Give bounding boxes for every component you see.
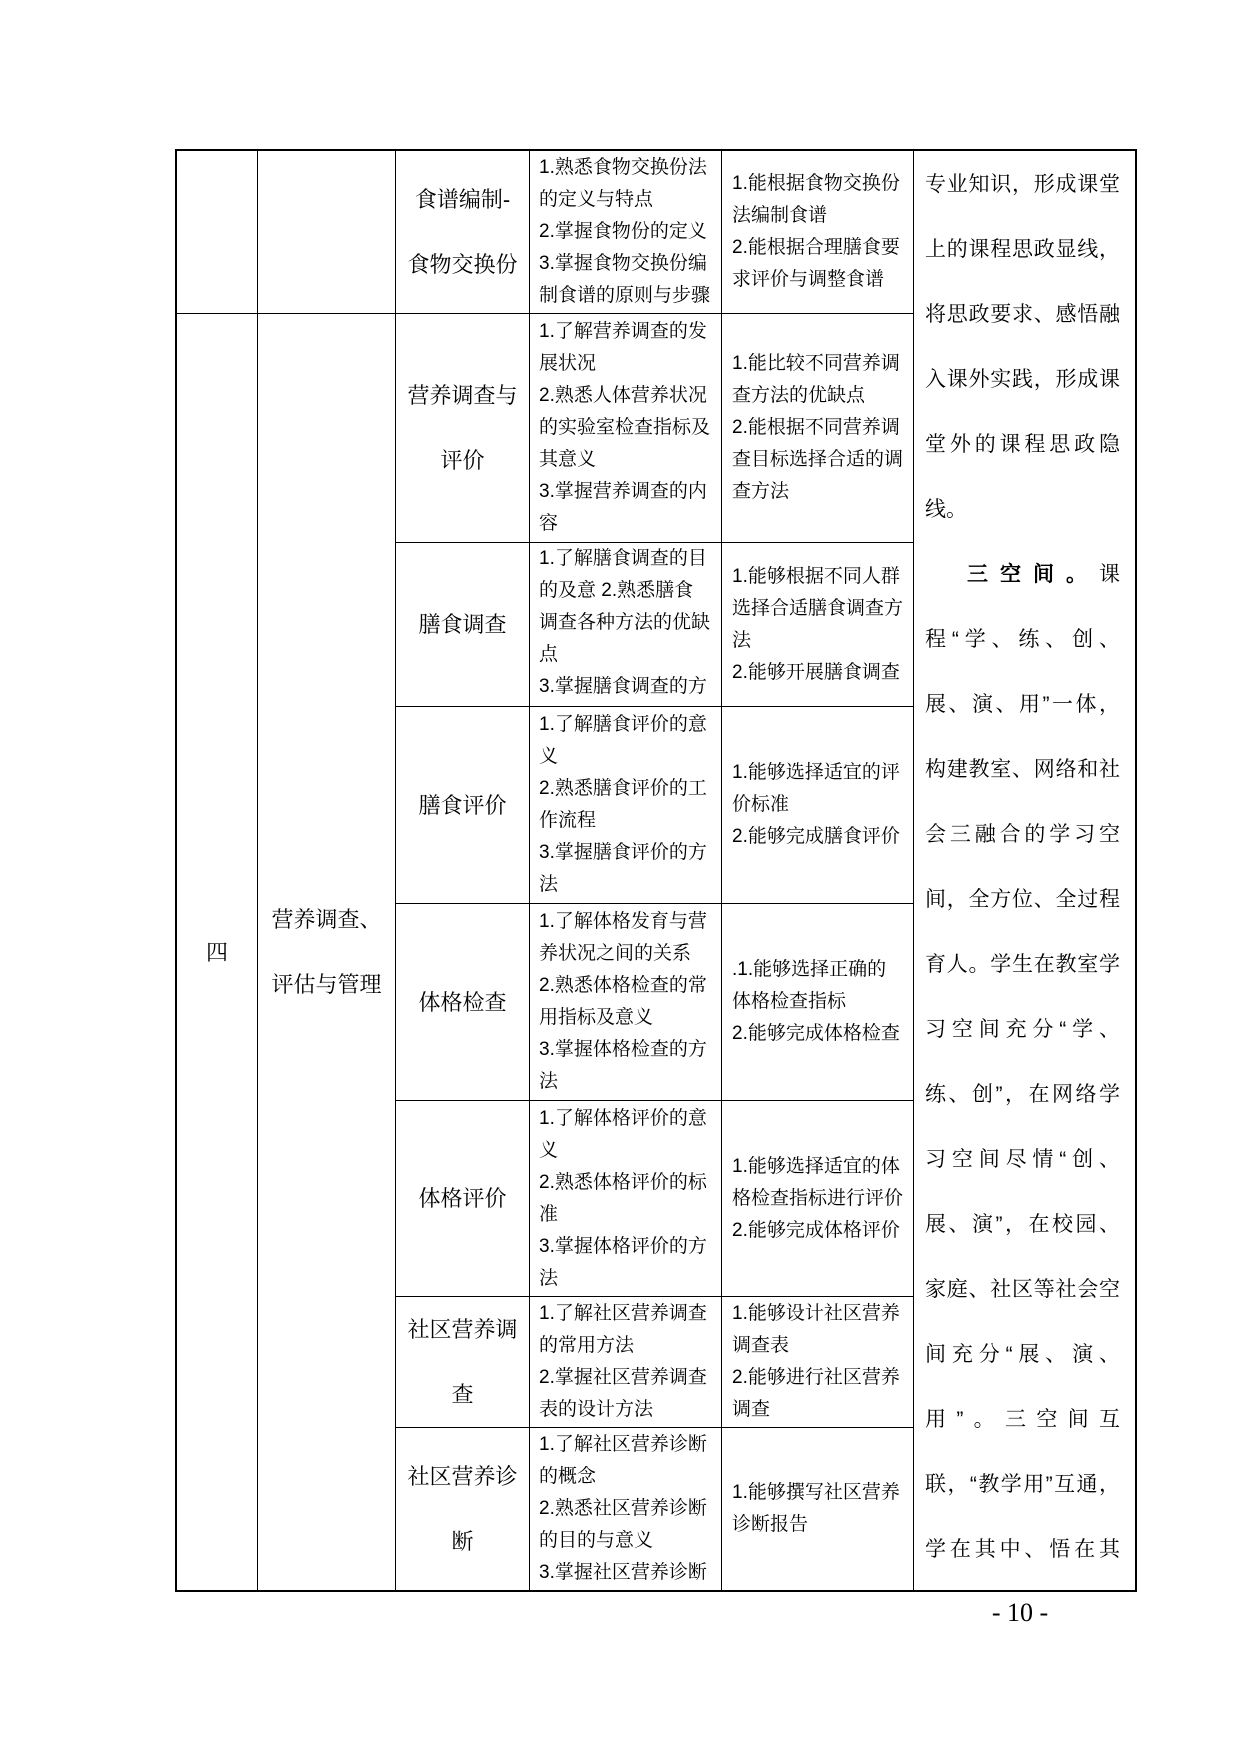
topic-cell xyxy=(396,314,530,543)
topic-line: 社区营养调 xyxy=(407,1317,518,1342)
skill-item: 2.能够完成体格评价 xyxy=(732,1219,900,1241)
skill-item: 2.能够完成膳食评价 xyxy=(732,826,900,847)
topic-cell xyxy=(396,707,530,904)
knowledge-item: 1.了解膳食评价的意义 xyxy=(539,714,707,767)
knowledge-item: 3.掌握体格评价的方法 xyxy=(539,1235,707,1289)
knowledge-cell xyxy=(530,1428,722,1590)
module-cell xyxy=(258,314,396,1590)
ideology-paragraph xyxy=(925,542,1120,1590)
skill-item: 1.能够根据不同人群选择合适膳食调查方法 xyxy=(732,565,904,651)
topic-line: 膳食评价 xyxy=(418,792,507,818)
skill-item: 2.能根据不同营养调查目标选择合适的调查方法 xyxy=(732,417,904,502)
knowledge-item: 2.掌握食物份的定义 xyxy=(539,221,707,242)
module-line: 评估与管理 xyxy=(271,972,382,997)
topic-line: 食物交换份 xyxy=(407,252,518,277)
ideology-cell xyxy=(914,151,1135,1590)
course-content-table xyxy=(175,149,1137,1592)
knowledge-item: 2.熟悉体格检查的常用指标及意义 xyxy=(539,975,707,1028)
module-cell-empty xyxy=(258,151,396,314)
skill-item: 2.能够开展膳食调查 xyxy=(732,661,900,683)
skill-item: .1.能够选择正确的体格检查指标 xyxy=(732,959,887,1012)
skill-item: 2.能够完成体格检查 xyxy=(732,1023,900,1044)
knowledge-item: 2.熟悉社区营养诊断的目的与意义 xyxy=(539,1498,707,1551)
topic-cell xyxy=(396,1428,530,1590)
ideology-paragraph: 专业知识，形成课堂上的课程思政显线，将思政要求、感悟融入课外实践，形成课堂外的课程思政隐线。 xyxy=(925,173,1120,521)
knowledge-item: 2.熟悉膳食评价的工作流程 xyxy=(539,778,707,831)
skill-item: 1.能够选择适宜的评价标准 xyxy=(732,762,900,815)
page-number: - 10 - xyxy=(991,1598,1049,1627)
skill-item: 2.能根据合理膳食要求评价与调整食谱 xyxy=(732,237,900,290)
knowledge-item: 1.了解营养调查的发展状况 xyxy=(539,321,707,374)
ideology-lead: 三空间。 xyxy=(967,563,1099,586)
knowledge-item: 2.掌握社区营养调查表的设计方法 xyxy=(539,1367,707,1420)
knowledge-item: 3.掌握膳食评价的方法 xyxy=(539,842,707,895)
knowledge-item: 1.了解体格评价的意义 xyxy=(539,1107,707,1161)
knowledge-item: 3.掌握体格检查的方法 xyxy=(539,1039,707,1092)
index-cell-empty xyxy=(177,151,258,314)
knowledge-cell xyxy=(530,151,722,314)
topic-line: 社区营养诊 xyxy=(407,1464,518,1489)
topic-line: 膳食调查 xyxy=(418,612,507,637)
topic-line: 食谱编制- xyxy=(414,187,511,212)
skills-cell xyxy=(722,1428,914,1590)
skills-cell xyxy=(722,1101,914,1297)
skill-item: 1.能够选择适宜的体格检查指标进行评价 xyxy=(732,1155,904,1209)
knowledge-cell xyxy=(530,314,722,543)
topic-cell xyxy=(396,543,530,707)
topic-line: 营养调查与 xyxy=(407,383,518,408)
skill-item: 1.能根据食物交换份法编制食谱 xyxy=(732,173,900,226)
knowledge-item: 3.掌握营养调查的内容 xyxy=(539,481,707,534)
knowledge-item: 2.熟悉体格评价的标准 xyxy=(539,1171,707,1225)
topic-line: 体格评价 xyxy=(418,1186,507,1211)
section-index xyxy=(177,314,258,1590)
skill-item: 2.能够进行社区营养调查 xyxy=(732,1367,900,1420)
knowledge-cell xyxy=(530,1101,722,1297)
knowledge-cell xyxy=(530,707,722,904)
skill-item: 1.能够撰写社区营养诊断报告 xyxy=(732,1482,900,1535)
skill-item: 1.能比较不同营养调查方法的优缺点 xyxy=(732,353,900,406)
topic-line: 查 xyxy=(451,1382,474,1407)
topic-cell xyxy=(396,151,530,314)
topic-line: 断 xyxy=(451,1529,474,1554)
topic-line: 评价 xyxy=(440,448,485,473)
knowledge-item: 3.掌握膳食调查的方 xyxy=(539,676,707,697)
knowledge-item: 1.了解社区营养调查的常用方法 xyxy=(539,1303,707,1356)
knowledge-item: 1.熟悉食物交换份法的定义与特点 xyxy=(539,157,707,210)
topic-cell xyxy=(396,904,530,1101)
knowledge-cell xyxy=(530,904,722,1101)
skills-cell xyxy=(722,543,914,707)
skills-cell xyxy=(722,707,914,904)
module-line: 营养调查、 xyxy=(271,907,382,932)
knowledge-item: 2.熟悉人体营养状况的实验室检查指标及其意义 xyxy=(539,385,711,470)
topic-cell xyxy=(396,1101,530,1297)
skills-cell xyxy=(722,1297,914,1428)
knowledge-item: 3.掌握食物交换份编制食谱的原则与步骤 xyxy=(539,253,711,306)
knowledge-item: 1.了解社区营养诊断的概念 xyxy=(539,1434,707,1487)
knowledge-item: 1.了解膳食调查的目的及意 2.熟悉膳食调查各种方法的优缺点 xyxy=(539,548,711,665)
ideology-text: 课程“学、练、创、展、演、用”一体，构建教室、网络和社会三融合的学习空间，全方位、全过程育人。学生在教室学习空间充分“学、练、创”，在网络学习空间尽情“创、展、演”，在校园、家庭、社区等社会空间充分“展、演、用”。三空间互联，“教学用”互通，学在其中、悟在其 xyxy=(925,563,1120,1561)
knowledge-cell xyxy=(530,543,722,707)
knowledge-item: 3.掌握社区营养诊断 xyxy=(539,1562,707,1583)
section-index-label: 四 xyxy=(205,939,228,965)
skills-cell xyxy=(722,151,914,314)
skill-item: 1.能够设计社区营养调查表 xyxy=(732,1303,900,1356)
topic-line: 体格检查 xyxy=(418,989,507,1015)
topic-cell xyxy=(396,1297,530,1428)
skills-cell xyxy=(722,314,914,543)
skills-cell xyxy=(722,904,914,1101)
knowledge-item: 1.了解体格发育与营养状况之间的关系 xyxy=(539,911,707,964)
knowledge-cell xyxy=(530,1297,722,1428)
